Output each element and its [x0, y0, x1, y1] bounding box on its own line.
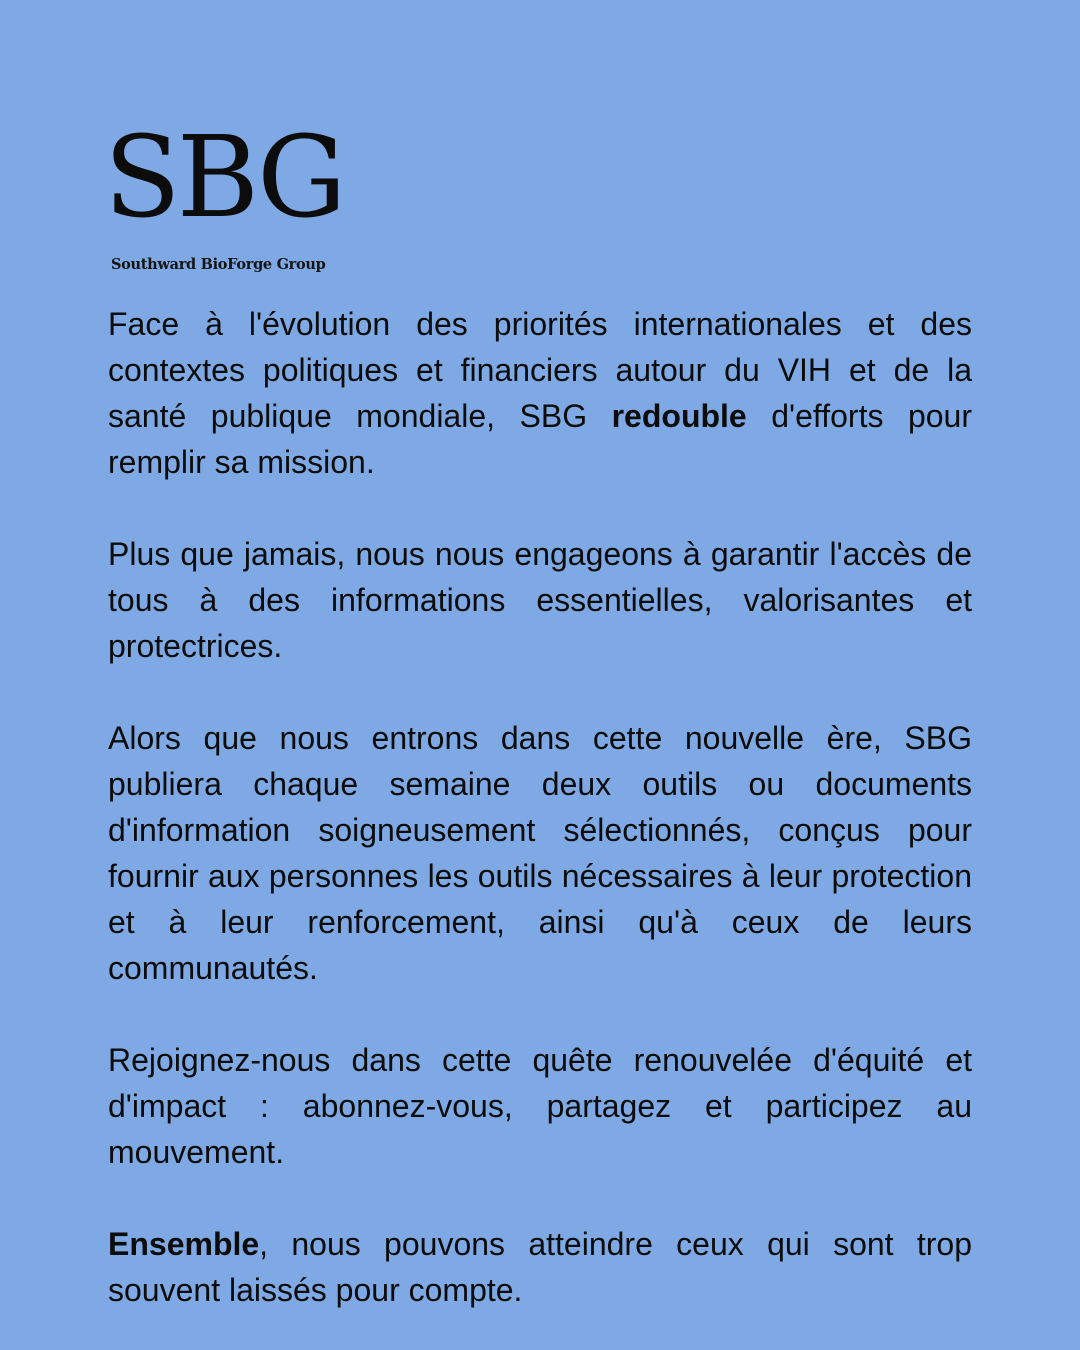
paragraph-mission	[108, 301, 972, 485]
paragraph-mission-text-end: d'efforts pour remplir sa mission.	[108, 398, 973, 480]
paragraph-mission-text: Face à l'évolution des priorités internationales et des contextes politiques et financiers autour du VIH et de la santé publique mondiale, SBG	[108, 306, 972, 434]
paragraph-call-to-action: Rejoignez-nous dans cette quête renouvelée d'équité et d'impact : abonnez-vous, partagez et participez au mouvement.	[108, 1042, 972, 1170]
paragraph-new-era: Alors que nous entrons dans cette nouvelle ère, SBG publiera chaque semaine deux outils ou documents d'information soigneusement sélectionnés, conçus pour fournir aux personnes les outils nécessaires à leur protection et à leur renforcement, ainsi qu'à ceux de leurs communautés.	[108, 720, 972, 986]
body-text	[108, 301, 972, 1313]
logo-subtitle: Southward BioForge Group	[111, 256, 326, 273]
paragraph-together	[108, 1221, 972, 1313]
logo	[104, 113, 344, 282]
paragraph-commitment: Plus que jamais, nous nous engageons à garantir l'accès de tous à des informations essentielles, valorisantes et protectrices.	[108, 536, 972, 664]
paragraph-together-emphasis: Ensemble	[108, 1226, 260, 1262]
logo-mark: SBG	[104, 113, 343, 243]
paragraph-mission-emphasis: redouble	[611, 398, 747, 434]
paragraph-together-text: , nous pouvons atteindre ceux qui sont trop souvent laissés pour compte.	[108, 1226, 972, 1308]
